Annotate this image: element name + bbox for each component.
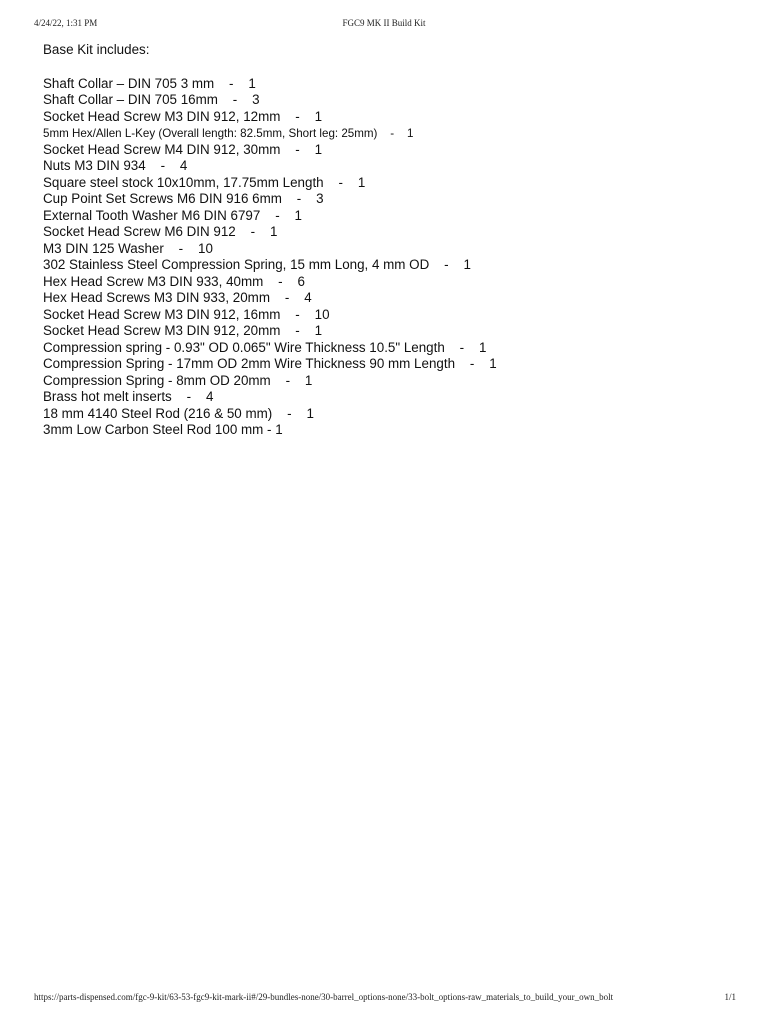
- document-body: [43, 42, 743, 439]
- kit-list-item: M3 DIN 125 Washer - 10: [43, 240, 213, 256]
- kit-list-item: 5mm Hex/Allen L-Key (Overall length: 82.5mm, Short leg: 25mm) - 1: [43, 127, 414, 140]
- kit-item-list: [43, 76, 743, 439]
- kit-list-item: Brass hot melt inserts - 4: [43, 389, 214, 404]
- kit-list-item: Socket Head Screw M3 DIN 912, 12mm - 1: [43, 108, 323, 124]
- kit-list-item: 3mm Low Carbon Steel Rod 100 mm - 1: [43, 422, 283, 437]
- kit-list-item: Compression Spring - 8mm OD 20mm - 1: [43, 372, 313, 388]
- kit-list-item: External Tooth Washer M6 DIN 6797 - 1: [43, 207, 302, 223]
- kit-list-item: Socket Head Screw M6 DIN 912 - 1: [43, 224, 278, 239]
- kit-list-item: 302 Stainless Steel Compression Spring, 15 mm Long, 4 mm OD - 1: [43, 257, 471, 272]
- print-page-title: FGC9 MK II Build Kit: [342, 18, 426, 28]
- kit-list-item: Hex Head Screw M3 DIN 933, 40mm - 6: [43, 273, 305, 289]
- kit-list-item: Hex Head Screws M3 DIN 933, 20mm - 4: [43, 290, 312, 305]
- kit-list-item: Compression Spring - 17mm OD 2mm Wire Thickness 90 mm Length - 1: [43, 356, 497, 371]
- kit-list-item: Shaft Collar – DIN 705 3 mm - 1: [43, 75, 256, 91]
- print-source-url: https://parts-dispensed.com/fgc-9-kit/63-53-fgc9-kit-mark-ii#/29-bundles-none/30-barrel_options-none/33-bolt_options-raw_materials_to_build_your_own_bolt: [34, 992, 614, 1002]
- kit-list-item: Socket Head Screw M3 DIN 912, 20mm - 1: [43, 323, 323, 338]
- kit-list-item: 18 mm 4140 Steel Rod (216 & 50 mm) - 1: [43, 405, 314, 421]
- kit-list-item: Compression spring - 0.93" OD 0.065" Wire Thickness 10.5" Length - 1: [43, 339, 487, 355]
- kit-intro-heading: Base Kit includes:: [43, 42, 150, 57]
- print-footer: [0, 992, 768, 1006]
- kit-list-item: Socket Head Screw M3 DIN 912, 16mm - 10: [43, 306, 330, 322]
- kit-list-item: Socket Head Screw M4 DIN 912, 30mm - 1: [43, 141, 323, 157]
- kit-list-item: Nuts M3 DIN 934 - 4: [43, 158, 188, 173]
- print-date-time: 4/24/22, 1:31 PM: [34, 18, 98, 28]
- kit-list-item: Shaft Collar – DIN 705 16mm - 3: [43, 92, 260, 107]
- kit-list-item: Cup Point Set Screws M6 DIN 916 6mm - 3: [43, 191, 324, 206]
- kit-list-item: Square steel stock 10x10mm, 17.75mm Length - 1: [43, 174, 366, 190]
- print-header: [0, 18, 768, 32]
- print-page-number: 1/1: [724, 992, 736, 1002]
